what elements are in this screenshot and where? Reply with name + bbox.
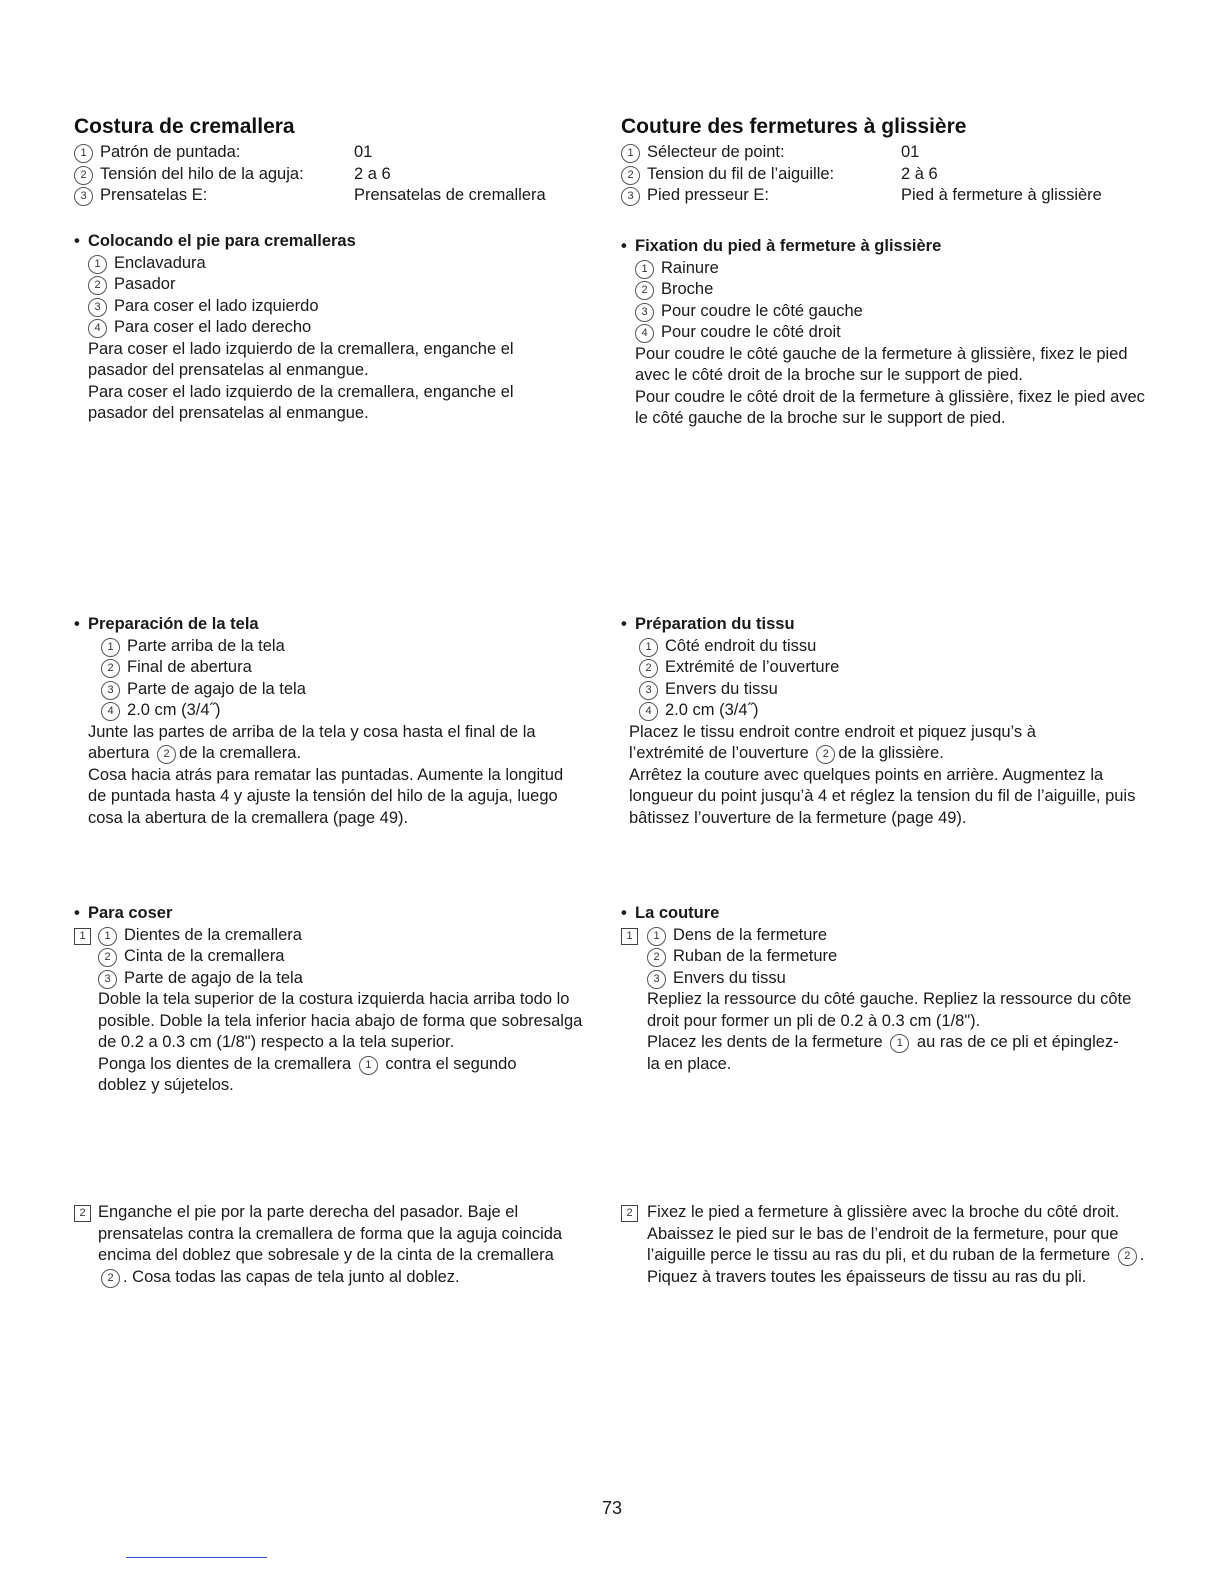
spec-label: Tension du fil de l’aiguille: [647,164,835,183]
circled-number-icon: 3 [74,187,93,206]
section-sewing-es [74,903,594,1097]
paragraph: Fixez le pied a fermeture à glissière avec la broche du côté droit. Abaissez le pied sur le bas de l’endroit de la fermeture, pour que l’aiguille perce le tissu au ras du pli, et du ruban de la fermeture 2 . [647,1203,1145,1264]
list-item: 2 Broche [635,279,1161,301]
list-item: 4 2.0 cm (3/4˝) [101,700,594,722]
list-item: 3 Envers du tissu [639,679,1161,701]
spec-row [621,185,1161,207]
spec-value: 2 a 6 [354,164,391,183]
circled-number-icon: 2 [88,276,107,295]
section-heading: • Para coser [74,904,173,922]
spec-row [621,164,1161,186]
circled-number-icon: 1 [98,927,117,946]
spec-list-es [74,142,594,207]
list-item: 3 Para coser el lado izquierdo [88,296,594,318]
list-item: 4 Para coser el lado derecho [88,317,594,339]
page-title-es: Costura de cremallera [74,115,295,138]
circled-number-icon: 1 [647,927,666,946]
circled-number-icon: 1 [359,1056,378,1075]
paragraph: Placez le tissu endroit contre endroit et piquez jusqu’s à l’extrémité de l’ouverture 2 de la glissière. [629,722,1036,762]
list-item: 2 Cinta de la cremallera [98,946,594,968]
page-number: 73 [601,1498,623,1518]
french-column [621,114,1161,207]
paragraph: Cosa hacia atrás para rematar las puntadas. Aumente la longitud de puntada hasta 4 y ajuste la tensión del hilo de la aguja, luego cosa la abertura de la cremallera (page 49). [88,765,564,827]
list-item: 3 Pour coudre le côté gauche [635,301,1161,323]
list-item: 2 Final de abertura [101,657,594,679]
circled-number-icon: 1 [88,255,107,274]
list-item: 3 Parte de agajo de la tela [98,968,594,990]
section-step2-es [74,1202,594,1288]
step-number-icon: 2 [74,1205,91,1222]
circled-number-icon: 2 [1118,1247,1137,1266]
section-heading: • Fixation du pied à fermeture à glissière [621,237,942,255]
paragraph: Ponga los dientes de la cremallera 1 contra el segundo doblez y sújetelos. [98,1054,517,1094]
list-item: 2 Ruban de la fermeture [647,946,1161,968]
spec-label: Sélecteur de point: [647,143,785,161]
circled-number-icon: 2 [101,1269,120,1288]
circled-number-icon: 3 [635,303,654,322]
circled-number-icon: 3 [639,681,658,700]
spec-row [74,185,594,207]
circled-number-icon: 2 [647,948,666,967]
section-fabric-prep-fr [621,614,1161,829]
paragraph: Pour coudre le côté droit de la fermeture à glissière, fixez le pied avec le côté gauche de la broche sur le support de pied. [635,387,1145,427]
paragraph: Doble la tela superior de la costura izquierda hacia arriba todo lo posible. Doble la tela inferior hacia abajo de forma que sobresalga de 0.2 a 0.3 cm (1/8") respecto a la tela superior. [98,990,583,1051]
paragraph: Enganche el pie por la parte derecha del pasador. Baje el prensatelas contra la cremallera de forma que la aguja coincida encima del doblez que sobresale y de la cinta de la cremallera 2 . Cosa todas las capas de tela junto al doblez. [98,1203,563,1286]
section-heading: • Preparación de la tela [74,615,259,633]
paragraph: Repliez la ressource du côté gauche. Repliez la ressource du côte droit pour former un pli de 0.2 à 0.3 cm (1/8"). [647,990,1132,1030]
paragraph: Placez les dents de la fermeture 1 au ras de ce pli et épinglez-la en place. [647,1033,1119,1073]
list-item: 4 2.0 cm (3/4˝) [639,700,1161,722]
circled-number-icon: 2 [621,166,640,185]
circled-number-icon: 3 [101,681,120,700]
spec-label: Patrón de puntada: [100,143,241,161]
step-number-icon: 1 [74,928,91,945]
spec-list-fr [621,142,1161,207]
spec-label: Pied presseur E: [647,186,769,204]
list-item: 1 Enclavadura [88,253,594,275]
circled-number-icon: 3 [98,970,117,989]
circled-number-icon: 2 [98,948,117,967]
circled-number-icon: 3 [647,970,666,989]
circled-number-icon: 2 [635,281,654,300]
list-item: 1 Dientes de la cremallera [98,925,594,947]
section-fabric-prep-es [74,614,594,829]
circled-number-icon: 2 [157,745,176,764]
spanish-column [74,114,594,207]
section-zipper-foot-fr [621,236,1161,430]
circled-number-icon: 4 [635,324,654,343]
list-item: 2 Pasador [88,274,594,296]
list-item: 4 Pour coudre le côté droit [635,322,1161,344]
circled-number-icon: 2 [816,745,835,764]
spec-value: 01 [901,143,920,161]
spec-value: Prensatelas de cremallera [354,186,546,204]
spec-value: 01 [354,143,373,161]
circled-number-icon: 4 [639,702,658,721]
section-zipper-foot-es [74,231,594,425]
footer-divider [126,1557,267,1558]
paragraph: Junte las partes de arriba de la tela y cosa hasta el final de la abertura 2 de la cremallera. [88,722,536,762]
circled-number-icon: 1 [890,1034,909,1053]
circled-number-icon: 1 [621,144,640,163]
paragraph: Para coser el lado izquierdo de la cremallera, enganche el pasador del prensatelas al enmangue. [88,339,514,379]
circled-number-icon: 1 [639,638,658,657]
page-title-fr: Couture des fermetures à glissière [621,115,967,138]
spec-label: Tensión del hilo de la aguja: [100,164,304,183]
section-heading: • Colocando el pie para cremalleras [74,232,356,250]
circled-number-icon: 1 [635,260,654,279]
step-number-icon: 2 [621,1205,638,1222]
list-item: 3 Parte de agajo de la tela [101,679,594,701]
section-step2-fr [621,1202,1161,1288]
paragraph: Piquez à travers toutes les épaisseurs de tissu au ras du pli. [647,1267,1087,1286]
spec-row [621,142,1161,164]
section-sewing-fr [621,903,1161,1075]
circled-number-icon: 4 [88,319,107,338]
circled-number-icon: 2 [101,659,120,678]
list-item: 1 Dens de la fermeture [647,925,1161,947]
list-item: 1 Côté endroit du tissu [639,636,1161,658]
spec-value: 2 à 6 [901,164,938,183]
list-item: 2 Extrémité de l’ouverture [639,657,1161,679]
list-item: 1 Parte arriba de la tela [101,636,594,658]
spec-label: Prensatelas E: [100,186,208,204]
circled-number-icon: 3 [621,187,640,206]
step-number-icon: 1 [621,928,638,945]
spec-row [74,142,594,164]
circled-number-icon: 3 [88,298,107,317]
paragraph: Pour coudre le côté gauche de la fermeture à glissière, fixez le pied avec le côté droit de la broche sur le support de pied. [635,344,1128,384]
circled-number-icon: 2 [74,166,93,185]
section-heading: • Préparation du tissu [621,615,795,633]
section-heading: • La couture [621,904,720,922]
circled-number-icon: 2 [639,659,658,678]
paragraph: Para coser el lado izquierdo de la cremallera, enganche el pasador del prensatelas al enmangue. [88,382,514,422]
spec-value: Pied à fermeture à glissière [901,186,1102,204]
circled-number-icon: 1 [74,144,93,163]
circled-number-icon: 4 [101,702,120,721]
circled-number-icon: 1 [101,638,120,657]
list-item: 1 Rainure [635,258,1161,280]
spec-row [74,164,594,186]
list-item: 3 Envers du tissu [647,968,1161,990]
paragraph: Arrêtez la couture avec quelques points en arrière. Augmentez la longueur du point jusqu’à 4 et réglez la tension du fil de l’aiguille, puis bâtissez l’ouverture de la fermeture (page 49). [629,765,1136,827]
